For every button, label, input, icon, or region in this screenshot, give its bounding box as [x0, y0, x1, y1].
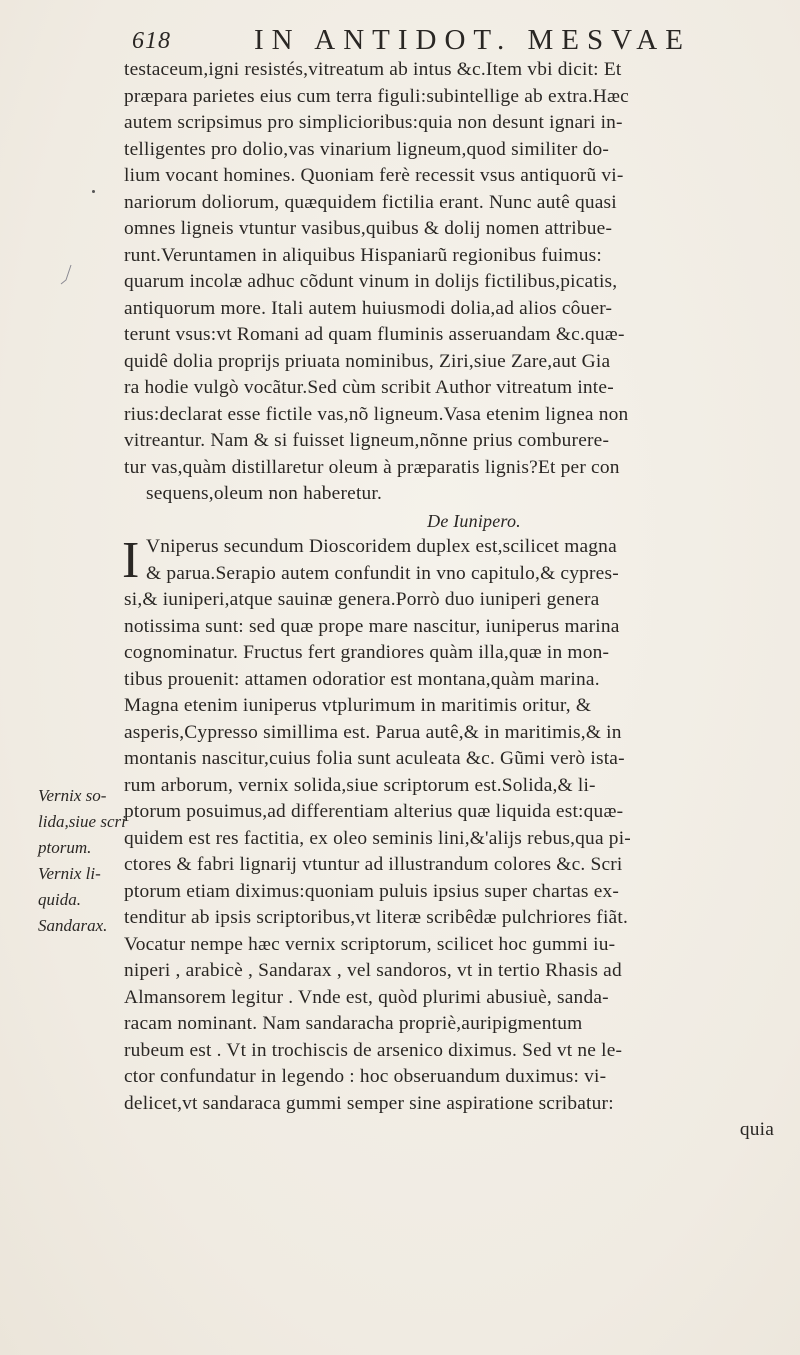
- drop-capital: I: [122, 532, 140, 589]
- text-line: tenditur ab ipsis scriptoribus,vt literæ scribêdæ pulchriores fiãt.: [124, 907, 628, 928]
- text-line: runt.Veruntamen in aliquibus Hispaniarũ regionibus fuimus:: [124, 244, 602, 266]
- text-line: præpara parietes eius cum terra figuli:subintellige ab extra.Hæc: [124, 85, 629, 107]
- margin-note: quida.: [38, 890, 81, 909]
- catchword: quia: [739, 1119, 774, 1140]
- text-line: rubeum est . Vt in trochiscis de arsenico diximus. Sed vt ne le-: [124, 1039, 623, 1061]
- margin-note: Sandarax.: [38, 916, 108, 935]
- text-line: antiquorum more. Itali autem huiusmodi dolia,ad alios côuer-: [124, 297, 613, 319]
- text-line: racam nominant. Nam sandaracha propriè,auripigmentum: [124, 1013, 583, 1034]
- text-line: si,& iuniperi,atque sauinæ genera.Porrò duo iuniperi genera: [124, 589, 600, 610]
- text-line: ctores & fabri lignarij vtuntur ad illustrandum colores &c. Scri: [124, 854, 623, 875]
- text-line: Vocatur nempe hæc vernix scriptorum, scilicet hoc gummi iu-: [124, 933, 616, 955]
- text-line: quarum incolæ adhuc cõdunt vinum in dolijs fictilibus,picatis,: [124, 271, 618, 292]
- text-line: quidê dolia proprijs priuata nominibus, Ziri,siue Zare,aut Gia: [124, 350, 611, 372]
- text-line: ra hodie vulgò vocãtur.Sed cùm scribit Author vitreatum inte-: [124, 377, 614, 398]
- ink-dot-mark: [92, 190, 95, 193]
- running-title: IN ANTIDOT. MESVAE: [254, 24, 691, 56]
- text-line: niperi , arabicè , Sandarax , vel sandoros, vt in tertio Rhasis ad: [124, 960, 622, 981]
- text-line: lium vocant homines. Quoniam ferè recessit vsus antiquorũ vi-: [124, 165, 624, 186]
- text-line: telligentes pro dolio,vas vinarium ligneum,quod similiter do-: [124, 138, 610, 160]
- text-line: quidem est res factitia, ex oleo seminis lini,&'alijs rebus,qua pi-: [124, 827, 631, 849]
- text-line: sequens,oleum non haberetur.: [146, 483, 383, 504]
- margin-note: Vernix so-: [38, 786, 107, 805]
- text-line: vitreantur. Nam & si fuisset ligneum,nõnne prius comburere-: [124, 430, 610, 451]
- page-header: [0, 20, 800, 60]
- text-line: omnes ligneis vtuntur vasibus,quibus & dolij nomen attribue-: [124, 218, 613, 239]
- section-heading: De Iunipero.: [427, 510, 521, 531]
- margin-note: lida,siue scri: [38, 812, 126, 831]
- page-number: 618: [132, 28, 171, 54]
- text-line: montanis nascitur,cuius folia sunt aculeata &c. Gũmi verò ista-: [124, 748, 625, 769]
- text-line: tur vas,quàm distillaretur oleum à præparatis lignis?Et per con: [124, 456, 620, 478]
- text-line: Vniperus secundum Dioscoridem duplex est,scilicet magna: [146, 536, 617, 557]
- pencil-mark: [60, 264, 74, 286]
- text-line: notissima sunt: sed quæ prope mare nascitur, iuniperus marina: [124, 615, 620, 637]
- margin-note: Vernix li-: [38, 864, 101, 883]
- text-line: autem scripsimus pro simplicioribus:quia non desunt ignari in-: [124, 112, 623, 133]
- text-line: Almansorem legitur . Vnde est, quòd plurimi abusiuè, sanda-: [124, 986, 609, 1008]
- text-line: nariorum doliorum, quæquidem fictilia erant. Nunc autê quasi: [124, 191, 617, 213]
- text-line: terunt vsus:vt Romani ad quam fluminis asseruandam &c.quæ-: [124, 324, 625, 345]
- text-line: testaceum,igni resistés,vitreatum ab intus &c.Item vbi dicit: Et: [124, 59, 622, 80]
- main-text: [124, 57, 784, 1144]
- text-line: ptorum posuimus,ad differentiam alterius quæ liquida est:quæ-: [124, 801, 624, 822]
- text-line: asperis,Cypresso simillima est. Parua autê,& in maritimis,& in: [124, 721, 622, 743]
- text-line: ctor confundatur in legendo : hoc obseruandum duximus: vi-: [124, 1066, 607, 1087]
- text-line: ptorum etiam diximus:quoniam puluis ipsius super chartas ex-: [124, 880, 620, 902]
- text-line: cognominatur. Fructus fert grandiores quàm illa,quæ in mon-: [124, 642, 610, 663]
- text-line: & parua.Serapio autem confundit in vno capitulo,& cypres-: [146, 562, 619, 584]
- text-line: rius:declarat esse fictile vas,nõ ligneum.Vasa etenim lignea non: [124, 403, 629, 425]
- text-line: rum arborum, vernix solida,siue scriptorum est.Solida,& li-: [124, 774, 596, 796]
- margin-note: ptorum.: [38, 838, 92, 857]
- text-line: tibus prouenit: attamen odoratior est montana,quàm marina.: [124, 668, 600, 690]
- text-line: Magna etenim iuniperus vtplurimum in maritimis oritur, &: [124, 695, 592, 716]
- text-line: delicet,vt sandaraca gummi semper sine aspiratione scribatur:: [124, 1092, 614, 1114]
